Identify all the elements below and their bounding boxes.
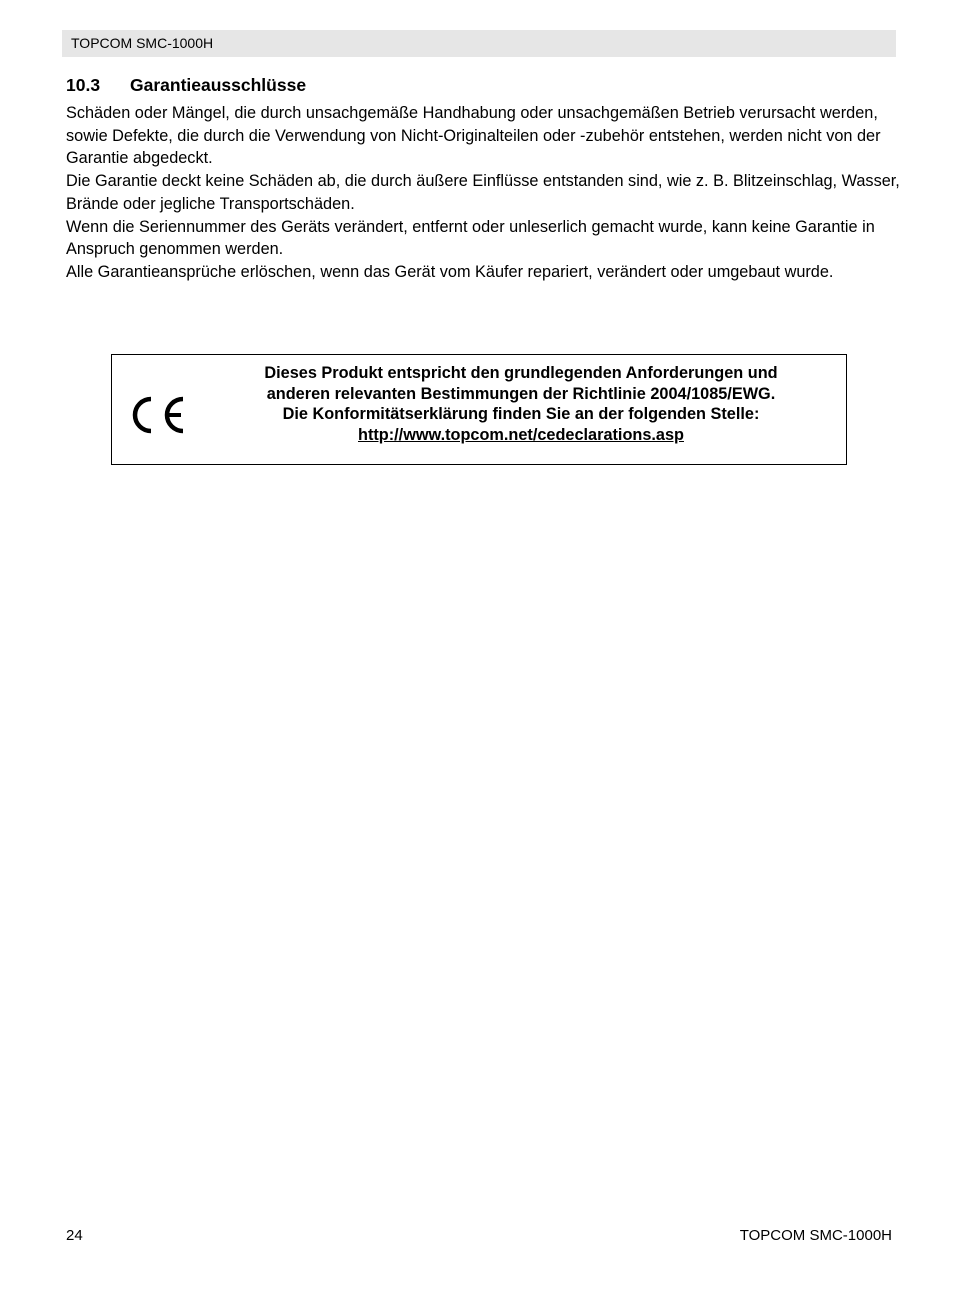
ce-declaration-text — [206, 363, 836, 445]
section-body — [66, 102, 901, 284]
section-title: Garantieausschlüsse — [130, 75, 307, 95]
paragraph-repair-modification: Alle Garantieansprüche erlöschen, wenn das Gerät vom Käufer repariert, verändert oder umgebaut wurde. — [66, 262, 834, 281]
paragraph-serial-number: Wenn die Seriennummer des Geräts verändert, entfernt oder unleserlich gemacht wurde, kann keine Garantie in Anspruch genommen werden. — [66, 217, 875, 259]
ce-declaration-box — [111, 354, 847, 465]
ce-mark-icon — [129, 395, 187, 435]
paragraph-external-influences: Die Garantie deckt keine Schäden ab, die durch äußere Einflüsse entstanden sind, wie z. B. Blitzeinschlag, Wasser, Brände oder jegliche Transportschäden. — [66, 172, 900, 213]
footer-model: TOPCOM SMC-1000H — [739, 1227, 892, 1244]
running-header — [62, 30, 896, 57]
ce-line-3: Die Konformitätserklärung finden Sie an der folgenden Stelle: — [282, 405, 760, 423]
ce-line-2: anderen relevanten Bestimmungen der Richtlinie 2004/1085/EWG. — [266, 384, 776, 403]
ce-declaration-link[interactable]: http://www.topcom.net/cedeclarations.asp — [358, 425, 684, 444]
section-heading — [66, 75, 306, 95]
ce-line-1: Dieses Produkt entspricht den grundlegenden Anforderungen und — [264, 364, 778, 382]
header-title: TOPCOM SMC-1000H — [71, 35, 214, 51]
paragraph-damage-misuse: Schäden oder Mängel, die durch unsachgemäße Handhabung oder unsachgemäßen Betrieb verursacht werden, sowie Defekte, die durch die Verwendung von Nicht-Originalteilen oder -zubehör entstehen, werden nicht von der Garantie abgedeckt. — [66, 104, 881, 168]
page-number: 24 — [66, 1227, 83, 1244]
section-number: 10.3 — [66, 75, 101, 95]
